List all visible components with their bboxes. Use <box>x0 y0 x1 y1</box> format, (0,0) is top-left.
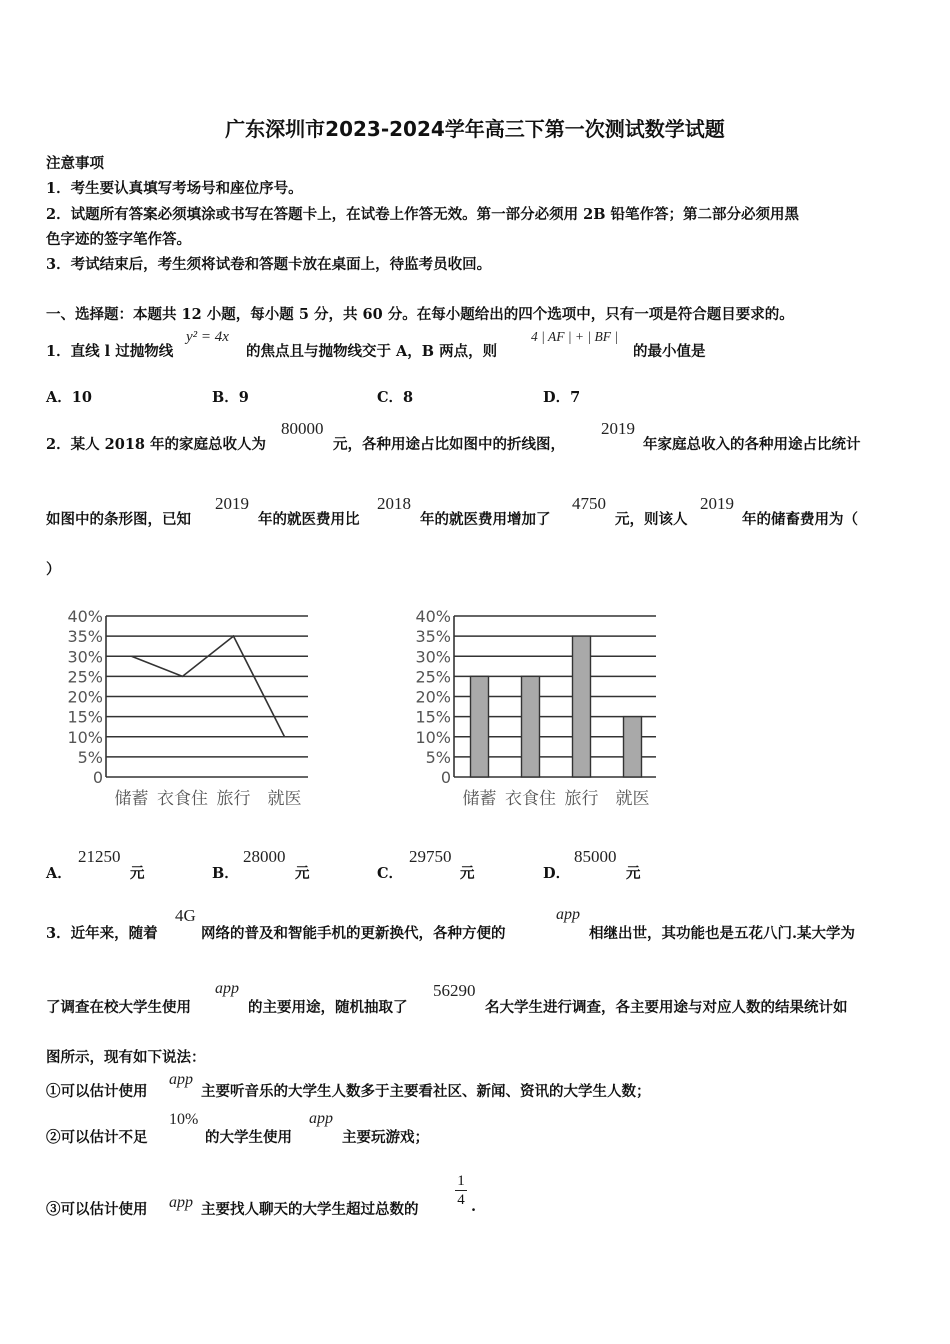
q2-option-d-unit: 元 <box>626 865 641 882</box>
bc-ytick-label: 10% <box>415 727 451 747</box>
q3-4g: 4G <box>175 906 196 925</box>
q2-increase: 4750 <box>572 494 606 513</box>
lc-ytick-label: 35% <box>67 627 103 647</box>
q3-text-2e: 名大学生进行调查，各主要用途与对应人数的结果统计如 <box>485 999 848 1016</box>
q2-text-1c: 元，各种用途占比如图中的折线图， <box>333 436 565 453</box>
notice-item-2: 2．试题所有答案必须填涂或书写在答题卡上，在试卷上作答无效。第一部分必须用 2B 铅笔作答；第二部分必须用黑 <box>46 206 800 223</box>
q3-text-3: 图所示，现有如下说法： <box>46 1049 206 1066</box>
bc-ytick-label: 5% <box>425 747 451 767</box>
q1-text-1: 1．直线 l 过抛物线 <box>46 343 174 360</box>
lc-ytick-label: 20% <box>67 687 103 707</box>
q1-option-a: A．10 <box>46 389 92 406</box>
line-chart-grid <box>106 616 308 777</box>
bc-bar <box>522 676 540 777</box>
bc-ytick-label: 20% <box>415 687 451 707</box>
q2-option-b-label: B． <box>212 865 239 882</box>
lc-ytick-label: 10% <box>67 727 103 747</box>
q3-statement-1c: 主要听音乐的大学生人数多于主要看社区、新闻、资讯的大学生人数； <box>201 1083 651 1100</box>
bc-ytick-label: 0 <box>440 768 451 787</box>
q2-option-c-unit: 元 <box>460 865 475 882</box>
q2-text-2c: 年的就医费用比 <box>258 511 360 528</box>
q3-statement-1a: ①可以估计使用 <box>46 1083 148 1100</box>
q2-option-d-label: D． <box>543 865 571 882</box>
q2-text-2i: 年的储畜费用为（ <box>742 511 858 528</box>
notice-item-1: 1．考生要认真填写考场号和座位序号。 <box>46 180 303 197</box>
lc-ytick-label: 15% <box>67 707 103 727</box>
q2-year-2: 2019 <box>215 494 249 513</box>
q3-percent: 10% <box>169 1111 199 1128</box>
q1-option-c: C．8 <box>377 389 414 406</box>
q3-app-3: app <box>169 1071 193 1088</box>
q3-statement-3a: ③可以估计使用 <box>46 1201 148 1218</box>
q3-statement-3c: 主要找人聊天的大学生超过总数的 <box>201 1201 419 1218</box>
bc-xtick-label: 储蓄 <box>462 789 497 809</box>
line-chart-series <box>132 636 285 737</box>
q3-app-5: app <box>169 1194 193 1211</box>
q3-text-1a: 3．近年来，随着 <box>46 925 158 942</box>
line-chart <box>50 600 320 815</box>
q2-option-c-value: 29750 <box>409 847 452 866</box>
lc-ytick-label: 5% <box>77 747 103 767</box>
q3-text-2c: 的主要用途，随机抽取了 <box>248 999 408 1016</box>
q3-text-1c: 网络的普及和智能手机的更新换代，各种方便的 <box>201 925 506 942</box>
q3-fraction <box>455 1172 467 1209</box>
q2-option-d-value: 85000 <box>574 847 617 866</box>
q1-option-d: D．7 <box>543 389 581 406</box>
q3-statement-3-end: . <box>471 1198 477 1215</box>
bc-bar <box>573 636 591 777</box>
bar-chart <box>398 600 668 815</box>
lc-xtick-label: 储蓄 <box>114 789 149 809</box>
q1-formula-1: y² = 4x <box>186 329 229 345</box>
q2-text-3: ） <box>46 561 61 578</box>
q3-statement-2e: 主要玩游戏； <box>342 1129 429 1146</box>
section-heading: 一、选择题：本题共 12 小题，每小题 5 分，共 60 分。在每小题给出的四个选项中，只有一项是符合题目要求的。 <box>46 306 794 323</box>
q3-app-1: app <box>556 906 580 923</box>
q3-fraction-denominator: 4 <box>457 1192 465 1208</box>
q3-sample-size: 56290 <box>433 981 476 1000</box>
bc-ytick-label: 40% <box>415 607 451 626</box>
notice-item-3: 3．考试结束后，考生须将试卷和答题卡放在桌面上，待监考员收回。 <box>46 256 492 273</box>
bc-ytick-label: 15% <box>415 707 451 727</box>
lc-ytick-label: 25% <box>67 667 103 687</box>
q3-app-4: app <box>309 1110 333 1127</box>
notice-heading: 注意事项 <box>46 155 104 172</box>
bc-bar <box>471 676 489 777</box>
bc-bar <box>624 717 642 777</box>
bc-xtick-label: 旅行 <box>564 789 599 809</box>
q2-option-a-value: 21250 <box>78 847 121 866</box>
bc-xtick-label: 衣食住 <box>505 789 556 809</box>
q1-option-b: B．9 <box>212 389 249 406</box>
lc-xtick-label: 就医 <box>267 789 302 809</box>
notice-item-2-cont: 色字迹的签字笔作答。 <box>46 231 191 248</box>
q1-formula-2: 4 | AF | + | BF | <box>531 329 619 344</box>
q2-text-1e: 年家庭总收入的各种用途占比统计 <box>643 436 861 453</box>
q1-text-2: 的焦点且与抛物线交于 A，B 两点，则 <box>246 343 498 360</box>
bc-xtick-label: 就医 <box>615 789 650 809</box>
lc-ytick-label: 0 <box>92 768 103 787</box>
q2-option-a-unit: 元 <box>130 865 145 882</box>
q2-option-a-label: A． <box>46 865 72 882</box>
q1-text-3: 的最小值是 <box>633 343 706 360</box>
lc-ytick-label: 30% <box>67 647 103 667</box>
page-title: 广东深圳市2023-2024学年高三下第一次测试数学试题 <box>225 117 725 141</box>
q2-income: 80000 <box>281 419 324 438</box>
q3-app-2: app <box>215 980 239 997</box>
q2-option-c-label: C． <box>377 865 404 882</box>
bc-ytick-label: 25% <box>415 667 451 687</box>
bc-ytick-label: 35% <box>415 627 451 647</box>
q2-year-4: 2019 <box>700 494 734 513</box>
bc-ytick-label: 30% <box>415 647 451 667</box>
lc-xtick-label: 衣食住 <box>157 789 208 809</box>
q3-text-2a: 了调查在校大学生使用 <box>46 999 191 1016</box>
q2-text-2e: 年的就医费用增加了 <box>420 511 551 528</box>
q2-option-b-value: 28000 <box>243 847 286 866</box>
q3-statement-2c: 的大学生使用 <box>205 1129 292 1146</box>
q3-fraction-numerator: 1 <box>457 1173 465 1189</box>
q2-text-1a: 2．某人 2018 年的家庭总收人为 <box>46 436 267 453</box>
q3-text-1e: 相继出世，其功能也是五花八门.某大学为 <box>589 925 856 942</box>
q2-year-3: 2018 <box>377 494 411 513</box>
q3-statement-2a: ②可以估计不足 <box>46 1129 148 1146</box>
q2-text-2a: 如图中的条形图，已知 <box>46 511 191 528</box>
q2-text-2g: 元，则该人 <box>615 511 688 528</box>
q2-year-1: 2019 <box>601 419 635 438</box>
q2-option-b-unit: 元 <box>295 865 310 882</box>
lc-ytick-label: 40% <box>67 607 103 626</box>
lc-xtick-label: 旅行 <box>216 789 251 809</box>
